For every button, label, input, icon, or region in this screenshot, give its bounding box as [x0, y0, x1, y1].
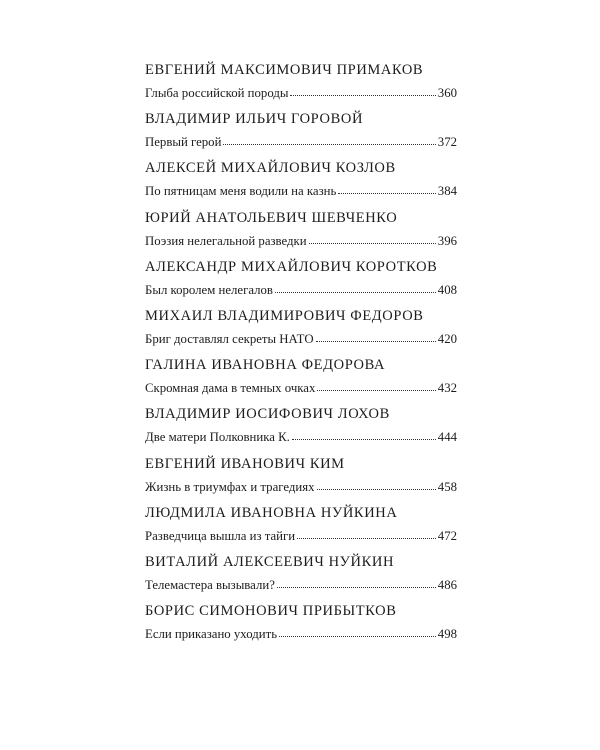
- page-number: 486: [437, 577, 457, 592]
- toc-entry: [145, 552, 457, 601]
- author-name: МИХАИЛ ВЛАДИМИРОВИЧ ФЕДОРОВ: [145, 307, 424, 324]
- page-number: 458: [437, 479, 457, 494]
- dot-leader: [297, 528, 436, 540]
- page-number: 498: [437, 627, 457, 642]
- page-number: 396: [437, 233, 457, 248]
- dot-leader: [317, 479, 436, 491]
- chapter-title: Поэзия нелегальной разведки: [145, 233, 307, 248]
- toc-line: [145, 379, 457, 397]
- page-number: 408: [437, 282, 457, 297]
- toc-entry: [145, 158, 457, 207]
- author-name: АЛЕКСАНДР МИХАЙЛОВИЧ КОРОТКОВ: [145, 258, 438, 275]
- toc-entry: [145, 404, 457, 453]
- toc-entry: [145, 503, 457, 552]
- author-name: ЕВГЕНИЙ ИВАНОВИЧ КИМ: [145, 455, 345, 472]
- dot-leader: [223, 134, 435, 146]
- dot-leader: [279, 626, 436, 638]
- page-number: 420: [437, 331, 457, 346]
- chapter-title: Бриг доставлял секреты НАТО: [145, 331, 314, 346]
- dot-leader: [316, 331, 436, 343]
- toc-entry: [145, 601, 457, 650]
- chapter-title: Первый герой: [145, 135, 222, 150]
- table-of-contents: [145, 60, 457, 650]
- chapter-title: По пятницам меня водили на казнь: [145, 184, 337, 199]
- page-number: 472: [437, 528, 457, 543]
- author-name: ВЛАДИМИР ИЛЬИЧ ГОРОВОЙ: [145, 111, 364, 128]
- dot-leader: [275, 282, 436, 294]
- page-number: 444: [437, 430, 457, 445]
- chapter-title: Жизнь в триумфах и трагедиях: [145, 479, 315, 494]
- toc-entry: [145, 60, 457, 109]
- page-number: 372: [437, 135, 457, 150]
- toc-entry: [145, 208, 457, 257]
- chapter-title: Две матери Полковника К.: [145, 430, 290, 445]
- toc-entry: [145, 454, 457, 503]
- toc-entry: [145, 306, 457, 355]
- page-number: 384: [437, 184, 457, 199]
- toc-line: [145, 478, 457, 496]
- author-name: ВЛАДИМИР ИОСИФОВИЧ ЛОХОВ: [145, 406, 390, 423]
- page-number: 432: [437, 381, 457, 396]
- dot-leader: [317, 380, 435, 392]
- chapter-title: Телемастера вызывали?: [145, 577, 275, 592]
- author-name: АЛЕКСЕЙ МИХАЙЛОВИЧ КОЗЛОВ: [145, 160, 396, 177]
- toc-line: [145, 281, 457, 299]
- toc-line: [145, 84, 457, 102]
- toc-entry: [145, 109, 457, 158]
- author-name: ЕВГЕНИЙ МАКСИМОВИЧ ПРИМАКОВ: [145, 62, 424, 78]
- author-name: ЛЮДМИЛА ИВАНОВНА НУЙКИНА: [145, 504, 398, 521]
- toc-entry: [145, 355, 457, 404]
- author-name: ЮРИЙ АНАТОЛЬЕВИЧ ШЕВЧЕНКО: [145, 209, 398, 226]
- chapter-title: Разведчица вышла из тайги: [145, 528, 296, 543]
- chapter-title: Был королем нелегалов: [145, 282, 273, 297]
- toc-line: [145, 182, 457, 200]
- page-number: 360: [437, 86, 457, 100]
- author-name: БОРИС СИМОНОВИЧ ПРИБЫТКОВ: [145, 603, 397, 620]
- toc-entry: [145, 257, 457, 306]
- dot-leader: [290, 85, 435, 97]
- chapter-title: Глыба российской породы: [145, 86, 289, 100]
- toc-line: [145, 232, 457, 250]
- dot-leader: [277, 577, 436, 589]
- author-name: ГАЛИНА ИВАНОВНА ФЕДОРОВА: [145, 357, 386, 374]
- toc-line: [145, 133, 457, 151]
- dot-leader: [338, 183, 435, 195]
- toc-line: [145, 576, 457, 594]
- toc-line: [145, 428, 457, 446]
- toc-line: [145, 625, 457, 643]
- dot-leader: [292, 429, 436, 441]
- author-name: ВИТАЛИЙ АЛЕКСЕЕВИЧ НУЙКИН: [145, 553, 395, 570]
- toc-line: [145, 527, 457, 545]
- toc-line: [145, 330, 457, 348]
- chapter-title: Если приказано уходить: [145, 627, 278, 642]
- dot-leader: [309, 233, 436, 245]
- chapter-title: Скромная дама в темных очках: [145, 381, 316, 396]
